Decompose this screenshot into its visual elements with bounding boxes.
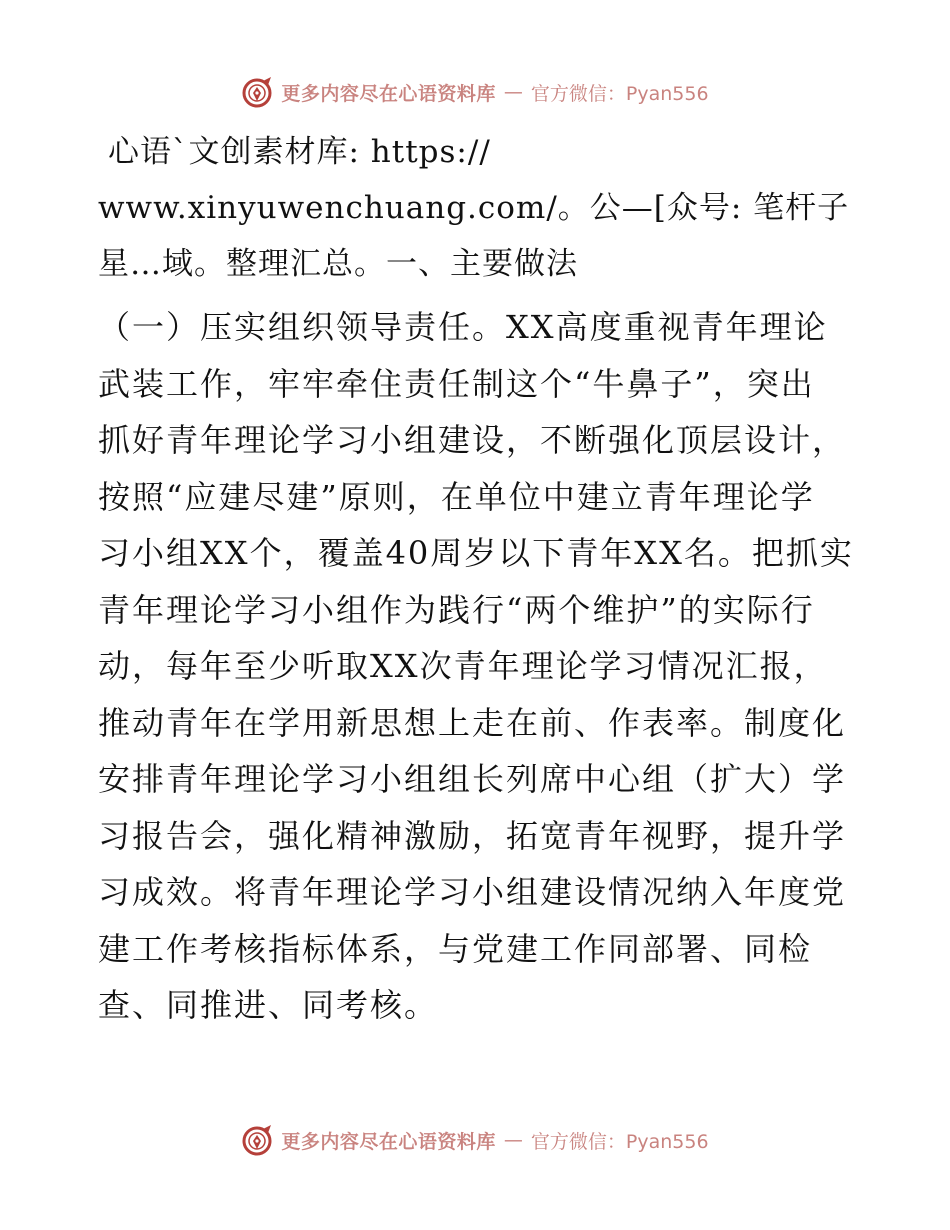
paragraph-line: 安排青年理论学习小组组长列席中心组（扩大）学 [98,760,847,798]
paragraph-line: 习报告会，强化精神激励，拓宽青年视野，提升学 [98,816,847,855]
intro-line: www.xinyuwenchuang.com/。公—[众号: 笔杆子 [98,190,850,226]
paragraph-line: 动，每年至少听取XX次青年理论学习情况汇报， [98,647,828,685]
paragraph-line: 武装工作，牢牢牵住责任制这个“牛鼻子”，突出 [98,364,815,403]
paragraph-line: 习成效。将青年理论学习小组建设情况纳入年度党 [98,873,847,911]
paragraph-line: 推动青年在学用新思想上走在前、作表率。制度化 [98,703,847,742]
pen-logo-icon [241,75,275,109]
paragraph-line: 抓好青年理论学习小组建设，不断强化顶层设计， [98,421,847,459]
paragraph-line: 建工作考核指标体系，与党建工作同部署、同检 [98,929,813,968]
header-banner-dash: — [503,81,523,103]
intro-line: 心语`文创素材库: https:// [108,134,491,170]
paragraph-line: （一）压实组织领导责任。XX高度重视青年理论 [98,308,828,346]
paragraph-line: 习小组XX个，覆盖40周岁以下青年XX名。把抓实 [98,534,854,572]
header-banner [0,70,950,114]
intro-line: 星…域。整理汇总。一、主要做法 [98,246,578,282]
paragraph-line: 青年理论学习小组作为践行“两个维护”的实际行 [98,590,815,629]
footer-banner-title: 更多内容尽在心语资料库 [281,1130,496,1153]
header-banner-official: 官方微信：Pyan556 [530,82,709,105]
footer-banner-dash: — [503,1129,523,1151]
section-1-paragraph [98,299,858,1034]
header-banner-title: 更多内容尽在心语资料库 [281,82,496,105]
paragraph-line: 查、同推进、同考核。 [98,986,439,1024]
document-body [98,124,858,1034]
paragraph-line: 按照“应建尽建”原则，在单位中建立青年理论学 [98,477,815,516]
footer-banner-official: 官方微信：Pyan556 [530,1130,709,1153]
pen-logo-icon [241,1123,275,1157]
footer-banner [0,1118,950,1162]
